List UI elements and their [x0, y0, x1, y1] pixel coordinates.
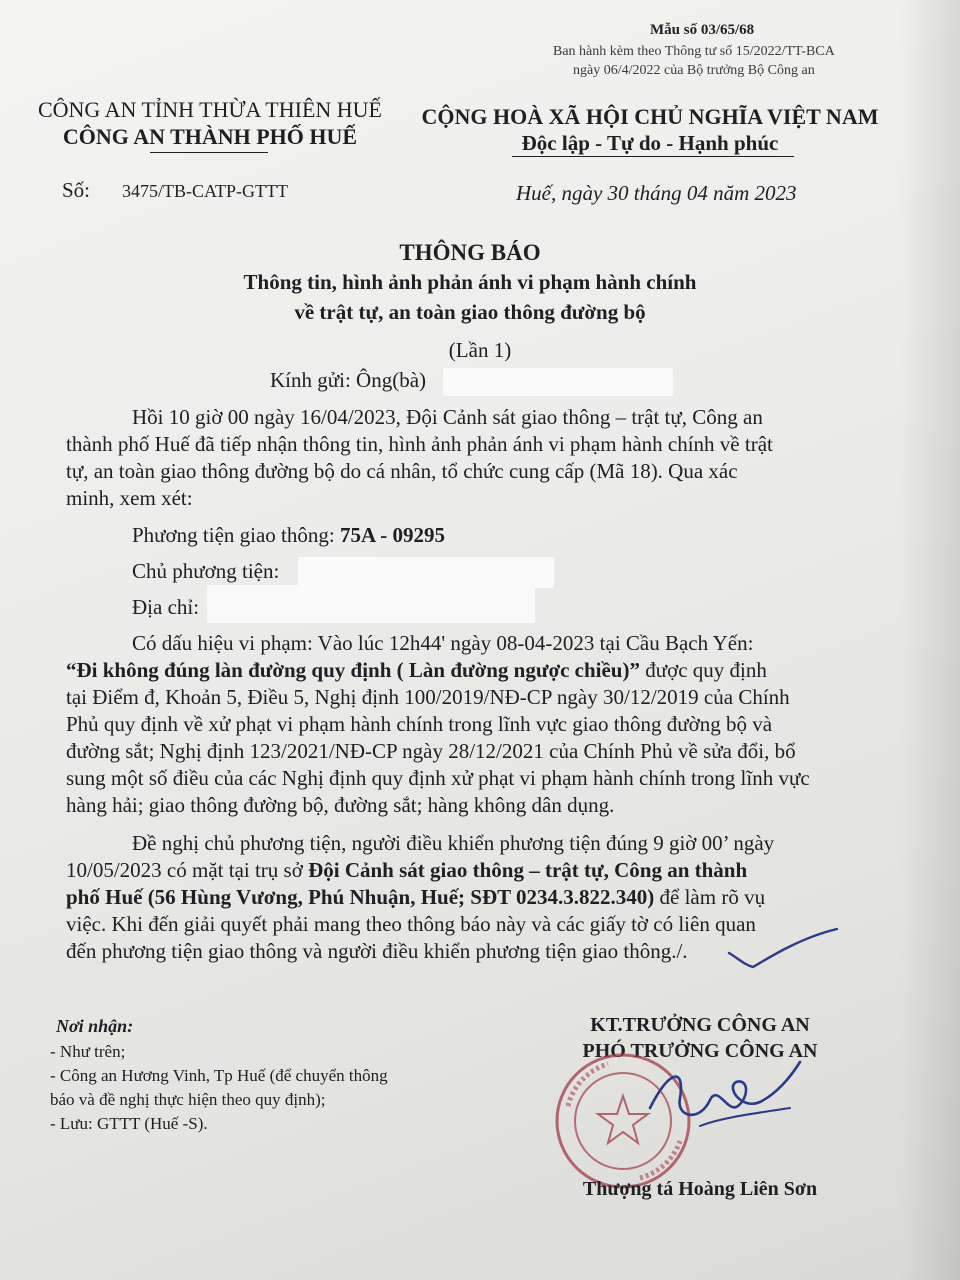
- national-title: CỘNG HOÀ XÃ HỘI CHỦ NGHĨA VIỆT NAM: [421, 104, 879, 129]
- notice-subtitle-2: về trật tự, an toàn giao thông đường bộ: [294, 300, 646, 324]
- signer-name: Thượng tá Hoàng Liên Sơn: [582, 1178, 818, 1200]
- doc-number: 3475/TB-CATP-GTTT: [122, 181, 288, 201]
- form-issued-line2: ngày 06/4/2022 của Bộ trưởng Bộ Công an: [573, 63, 815, 78]
- violation-line-1: Có dấu hiệu vi phạm: Vào lúc 12h44' ngày 08-04-2023 tại Cầu Bạch Yến:: [132, 631, 754, 655]
- violation-line-6: sung một số điều của các Nghị định quy định xử phạt vi phạm hành chính trong lĩnh vực: [66, 766, 810, 790]
- agency-parent: CÔNG AN TỈNH THỪA THIÊN HUẾ: [37, 97, 382, 122]
- violation-line-3: tại Điểm đ, Khoản 5, Điều 5, Nghị định 100/2019/NĐ-CP ngày 30/12/2019 của Chính: [66, 685, 790, 709]
- request-office-address: phố Huế (56 Hùng Vương, Phú Nhuận, Huế; SĐT 0234.3.822.340): [66, 885, 655, 909]
- request-line-2a: 10/05/2023 có mặt tại trụ sở: [66, 858, 309, 882]
- notice-subtitle-1: Thông tin, hình ảnh phản ánh vi phạm hành chính: [243, 270, 697, 294]
- intro-line-1: Hồi 10 giờ 00 ngày 16/04/2023, Đội Cảnh sát giao thông – trật tự, Công an: [132, 405, 763, 429]
- signature-title-1: KT.TRƯỞNG CÔNG AN: [590, 1014, 810, 1036]
- recipients-item-4: - Lưu: GTTT (Huế -S).: [50, 1114, 208, 1133]
- motto-underline: [512, 156, 794, 157]
- violation-line-2-rest: được quy định: [639, 658, 767, 682]
- recipients-item-3: báo và đề nghị thực hiện theo quy định);: [50, 1090, 326, 1109]
- issue-date: Huế, ngày 30 tháng 04 năm 2023: [516, 181, 797, 205]
- violation-line-5: đường sắt; Nghị định 123/2021/NĐ-CP ngày 28/12/2021 của Chính Phủ về sửa đổi, bổ: [66, 739, 796, 763]
- violation-description: “Đi không đúng làn đường quy định ( Làn đường ngược chiều)”: [66, 658, 640, 682]
- recipients-item-1: - Như trên;: [50, 1042, 126, 1061]
- agency-underline: [150, 152, 268, 153]
- handwritten-signature-icon: [640, 1048, 810, 1138]
- vehicle-label: Phương tiện giao thông:: [132, 523, 335, 547]
- doc-number-label: Số:: [62, 178, 91, 202]
- recipients-item-2: - Công an Hương Vinh, Tp Huế (để chuyển thông: [50, 1066, 388, 1085]
- request-line-3: [66, 884, 765, 911]
- request-line-3c: để làm rõ vụ: [654, 885, 766, 909]
- violation-line-7: hàng hải; giao thông đường bộ, đường sắt; hàng không dân dụng.: [66, 793, 615, 817]
- checkmark-icon: [725, 925, 845, 973]
- request-line-1: Đề nghị chủ phương tiện, người điều khiển phương tiện đúng 9 giờ 00’ ngày: [132, 831, 775, 855]
- form-number: Mẫu số 03/65/68: [650, 22, 755, 38]
- recipient-label: Kính gửi: Ông(bà): [270, 368, 427, 392]
- national-motto: Độc lập - Tự do - Hạnh phúc: [521, 131, 779, 155]
- page-shadow: [900, 0, 960, 1280]
- notice-round: (Lần 1): [448, 338, 512, 362]
- redacted-owner: [298, 557, 554, 588]
- vehicle-row: [132, 522, 445, 549]
- recipients-title: Nơi nhận:: [56, 1016, 134, 1036]
- address-label: Địa chỉ:: [132, 595, 200, 619]
- violation-line-4: Phủ quy định về xử phạt vi phạm hành chính trong lĩnh vực giao thông đường bộ và: [66, 712, 773, 736]
- agency-name: CÔNG AN THÀNH PHỐ HUẾ: [62, 124, 358, 149]
- vehicle-plate: 75A - 09295: [339, 523, 445, 547]
- intro-line-3: tự, an toàn giao thông đường bộ do cá nhân, tổ chức cung cấp (Mã 18). Qua xác: [66, 459, 738, 483]
- notice-title: THÔNG BÁO: [399, 240, 541, 265]
- request-office-name: Đội Cảnh sát giao thông – trật tự, Công an thành: [308, 858, 748, 882]
- violation-line-2: [66, 657, 767, 684]
- request-line-4: việc. Khi đến giải quyết phải mang theo thông báo này và các giấy tờ có liên quan: [66, 912, 756, 936]
- intro-line-4: minh, xem xét:: [66, 486, 193, 510]
- intro-line-2: thành phố Huế đã tiếp nhận thông tin, hình ảnh phản ánh vi phạm hành chính về trật: [66, 432, 773, 456]
- redacted-address: [207, 585, 535, 623]
- owner-label: Chủ phương tiện:: [132, 559, 280, 583]
- request-line-2: [66, 857, 747, 884]
- signature-title-2: PHÓ TRƯỞNG CÔNG AN: [582, 1040, 818, 1062]
- redacted-recipient: [443, 368, 673, 396]
- request-line-5: đến phương tiện giao thông và người điều khiển phương tiện giao thông./.: [66, 939, 688, 963]
- form-issued-line1: Ban hành kèm theo Thông tư số 15/2022/TT-BCA: [553, 44, 835, 59]
